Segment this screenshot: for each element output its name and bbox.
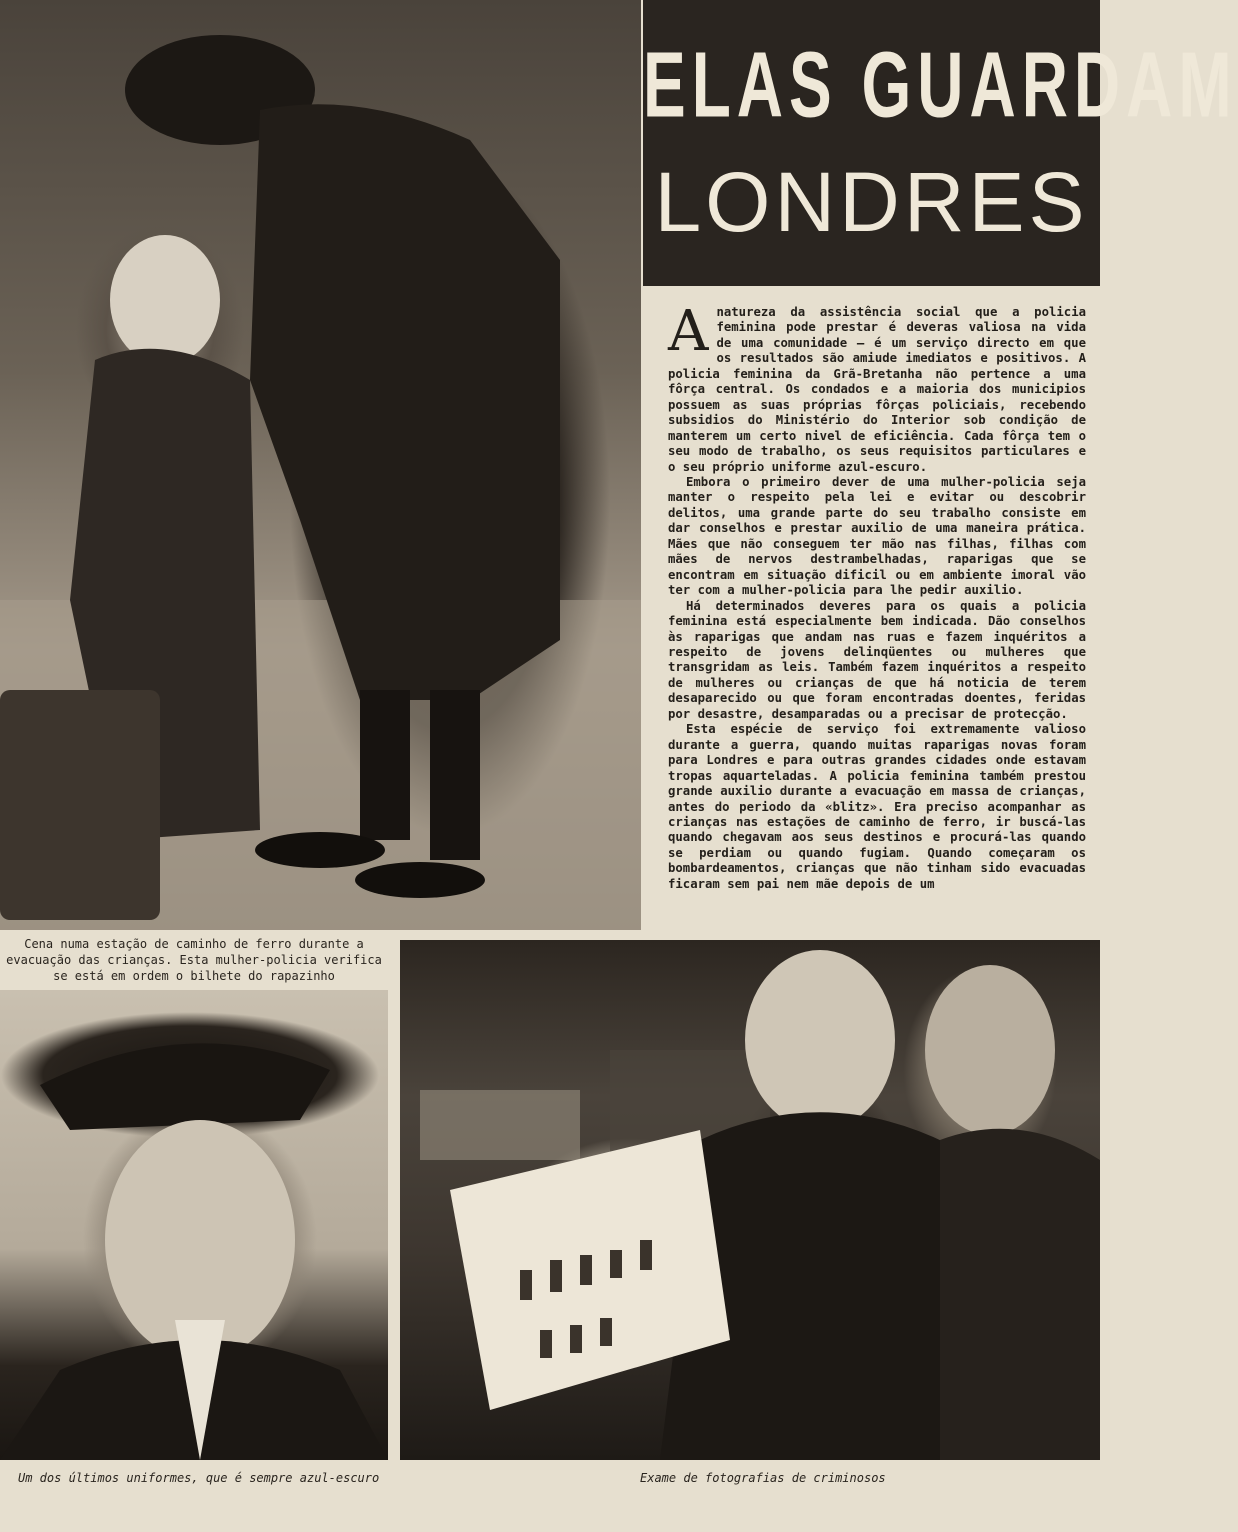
caption-station: Cena numa estação de caminho de ferro durante a evacuação das crianças. Esta mulher-policia verifica se está em ordem o bilhete do rapazinho xyxy=(6,937,382,983)
article-paragraph-3: Há determinados deveres para os quais a policia feminina está especialmente bem indicada. Dão conselhos às raparigas que andam nas ruas e fazem inquéritos a respeito de jovens delinqüentes ou mulheres que transgridam as leis. Também fazem inquéritos a respeito de mulheres ou crianças de que há noticia de terem desaparecido ou que foram encontradas doentes, feridas por desastre, desamparadas ou a precisar de protecção. xyxy=(668,598,1086,721)
photo-fingerprints-illustration xyxy=(400,940,1100,1460)
article-paragraph-1-text: natureza da assistência social que a policia feminina pode prestar é deveras valiosa na vida de uma comunidade — é um serviço directo em que os resultados são amiude imediatos e positivos. A policia feminina da Grã-Bretanha não pertence a uma fôrça central. Os condados e a maioria dos municipios possuem as suas próprias fôrças policiais, recebendo subsidios do Ministério do Interior sob condição de manterem um certo nivel de eficiência. Cada fôrça tem o seu modo de trabalho, os seus requisitos particulares e o seu próprio uniforme azul-escuro. xyxy=(668,305,1086,474)
caption-woman: Um dos últimos uniformes, que é sempre azul-escuro xyxy=(18,1471,380,1485)
photo-woman-illustration xyxy=(0,990,388,1460)
article-paragraph-2: Embora o primeiro dever de uma mulher-policia seja manter o respeito pela lei e evitar ou descobrir delitos, uma grande parte do seu trabalho consiste em dar conselhos e prestar auxilio de uma maneira prática. Mães que não conseguem ter mão nas filhas, filhas com mães de nervos destrambelhadas, raparigas que se encontram em situação dificil ou em ambiente imoral vão ter com a mulher-policia para lhe pedir auxilio. xyxy=(668,474,1086,598)
photo-fingerprint-records xyxy=(400,940,1100,1460)
drop-cap: A xyxy=(668,299,709,364)
article-paragraph-4: Esta espécie de serviço foi extremamente valioso durante a guerra, quando muitas raparigas novas foram para Londres e para outras grandes cidades onde estavam tropas aquarteladas. A policia feminina também prestou grande auxilio durante a evacuação em massa de crianças, antes do periodo da «blitz». Era preciso acompanhar as crianças nas estações de caminho de ferro, ir buscá-las quando chegavam aos seus destinos e procurá-las quando se perdiam ou quando fugiam. Quando começaram os bombardeamentos, crianças que não tinham sido evacuadas ficaram sem pai nem mãe depois de um xyxy=(668,722,1086,891)
photo-policewoman-portrait xyxy=(0,990,388,1460)
photo-station-illustration xyxy=(0,0,641,930)
article-paragraph-1 xyxy=(668,299,1086,475)
page-title-bottom: LONDRES xyxy=(654,155,1089,249)
page-title-top: ELAS GUARDAM xyxy=(643,32,1238,137)
title-box xyxy=(643,0,1238,286)
caption-fingerprints: Exame de fotografias de criminosos xyxy=(640,1471,886,1485)
article-body xyxy=(668,299,1086,933)
photo-child-policewoman xyxy=(0,0,641,930)
